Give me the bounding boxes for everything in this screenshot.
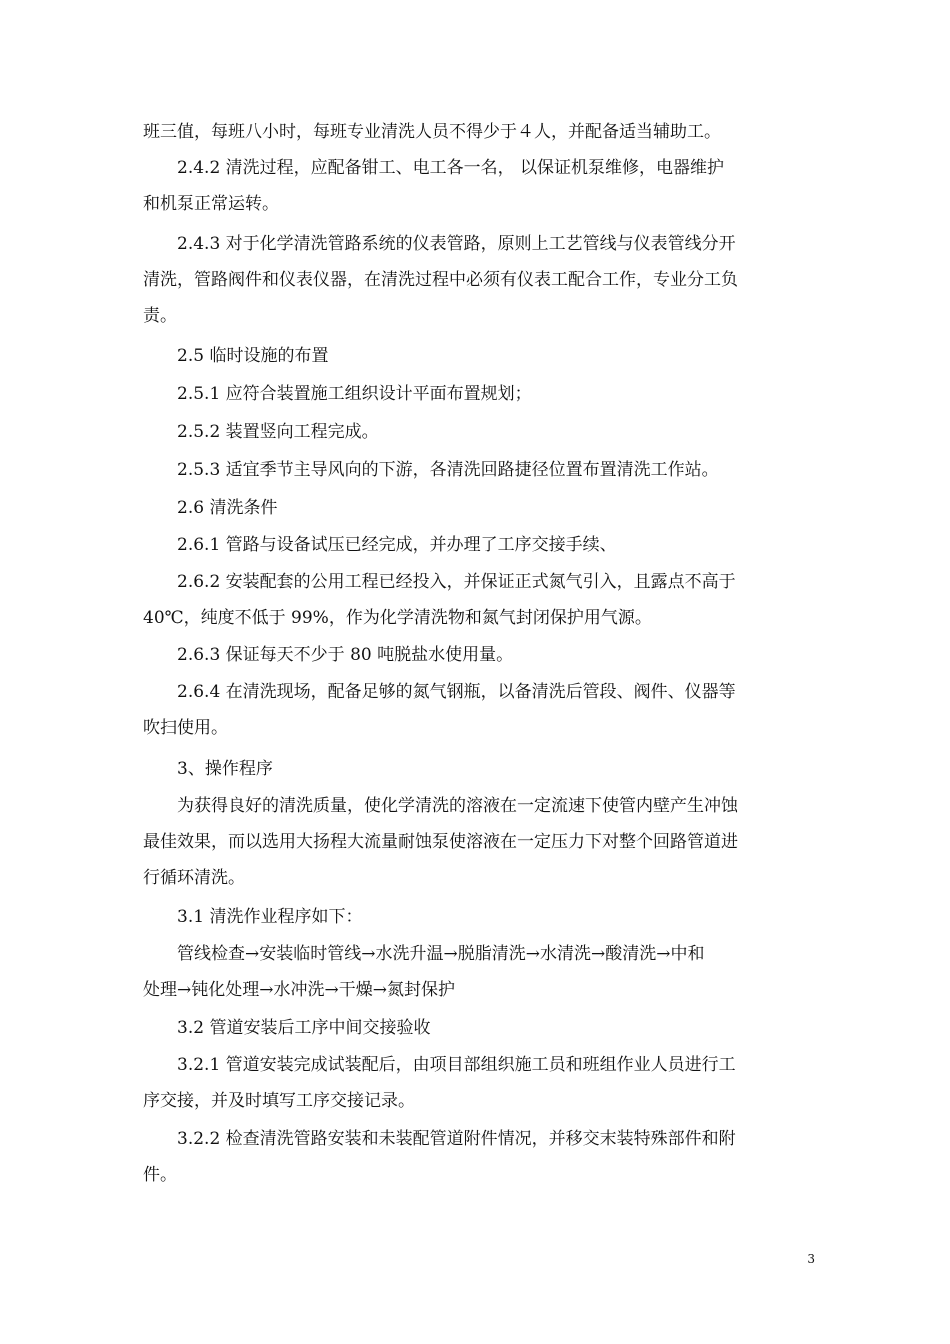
paragraph-2-6-1	[143, 527, 813, 563]
text-line: 件。	[143, 1165, 177, 1185]
text-line: 2.5 临时设施的布置	[177, 346, 329, 366]
text-line: 3.2.2 检查清洗管路安装和未装配管道附件情况，并移交末装特殊部件和附	[177, 1129, 736, 1149]
text-line: 2.5.3 适宜季节主导风向的下游，各清洗回路捷径位置布置清洗工作站。	[177, 460, 719, 480]
paragraph-2-4-3	[143, 226, 813, 334]
text-line: 清洗，管路阀件和仪表仪器，在清洗过程中必须有仪表工配合工作，专业分工负	[143, 270, 738, 290]
paragraph-3-2-1	[143, 1047, 813, 1119]
paragraph-shift-schedule	[143, 114, 813, 150]
text-line: 2.5.1 应符合装置施工组织设计平面布置规划；	[177, 384, 532, 404]
text-line: 序交接，并及时填写工序交接记录。	[143, 1091, 415, 1111]
text-line: 班三值，每班八小时，每班专业清洗人员不得少于４人，并配备适当辅助工。	[143, 122, 721, 142]
paragraph-3-2-2	[143, 1121, 813, 1193]
text-line: 和机泵正常运转。	[143, 194, 279, 214]
text-line: 吹扫使用。	[143, 718, 228, 738]
paragraph-2-6-4	[143, 674, 813, 746]
text-line: 为获得良好的清洗质量，使化学清洗的溶液在一定流速下使管内壁产生冲蚀	[177, 796, 738, 816]
paragraph-2-5-3	[143, 452, 813, 488]
text-line: 3.2 管道安装后工序中间交接验收	[177, 1018, 431, 1038]
heading-3	[143, 751, 813, 787]
text-line: 行循环清洗。	[143, 868, 245, 888]
paragraph-operation-intro	[143, 788, 813, 896]
text-line: 3、操作程序	[177, 759, 273, 779]
heading-2-6	[143, 490, 813, 526]
text-line: 2.4.3 对于化学清洗管路系统的仪表管路，原则上工艺管线与仪表管线分开	[177, 234, 736, 254]
paragraph-2-5-1	[143, 376, 813, 412]
text-line: 责。	[143, 306, 177, 326]
text-line: 2.6.1 管路与设备试压已经完成，并办理了工序交接手续、	[177, 535, 617, 555]
text-line: 2.6.4 在清洗现场，配备足够的氮气钢瓶，以备清洗后管段、阀件、仪器等	[177, 682, 736, 702]
text-line: 3.1 清洗作业程序如下：	[177, 907, 363, 927]
paragraph-cleaning-sequence	[143, 936, 813, 1008]
paragraph-2-4-2	[143, 150, 813, 222]
text-line: 40℃，纯度不低于 99%，作为化学清洗物和氮气封闭保护用气源。	[143, 608, 652, 628]
text-line: 2.6.2 安装配套的公用工程已经投入，并保证正式氮气引入，且露点不高于	[177, 572, 736, 592]
text-line: 2.5.2 装置竖向工程完成。	[177, 422, 379, 442]
text-line: 2.6 清洗条件	[177, 498, 278, 518]
page-number: 3	[807, 1252, 815, 1266]
paragraph-2-6-2	[143, 564, 813, 636]
text-line: 3.2.1 管道安装完成试装配后，由项目部组织施工员和班组作业人员进行工	[177, 1055, 736, 1075]
heading-2-5	[143, 338, 813, 374]
text-line: 2.6.3 保证每天不少于 80 吨脱盐水使用量。	[177, 645, 514, 665]
text-line: 2.4.2 清洗过程，应配备钳工、电工各一名， 以保证机泵维修，电器维护	[177, 158, 725, 178]
text-line: 最佳效果，而以选用大扬程大流量耐蚀泵使溶液在一定压力下对整个回路管道进	[143, 832, 738, 852]
heading-3-1	[143, 899, 813, 935]
text-line: 处理→钝化处理→水冲洗→干燥→氮封保护	[143, 980, 455, 1000]
text-line: 管线检查→安装临时管线→水洗升温→脱脂清洗→水清洗→酸清洗→中和	[177, 944, 705, 964]
paragraph-2-6-3	[143, 637, 813, 673]
paragraph-2-5-2	[143, 414, 813, 450]
heading-3-2	[143, 1010, 813, 1046]
